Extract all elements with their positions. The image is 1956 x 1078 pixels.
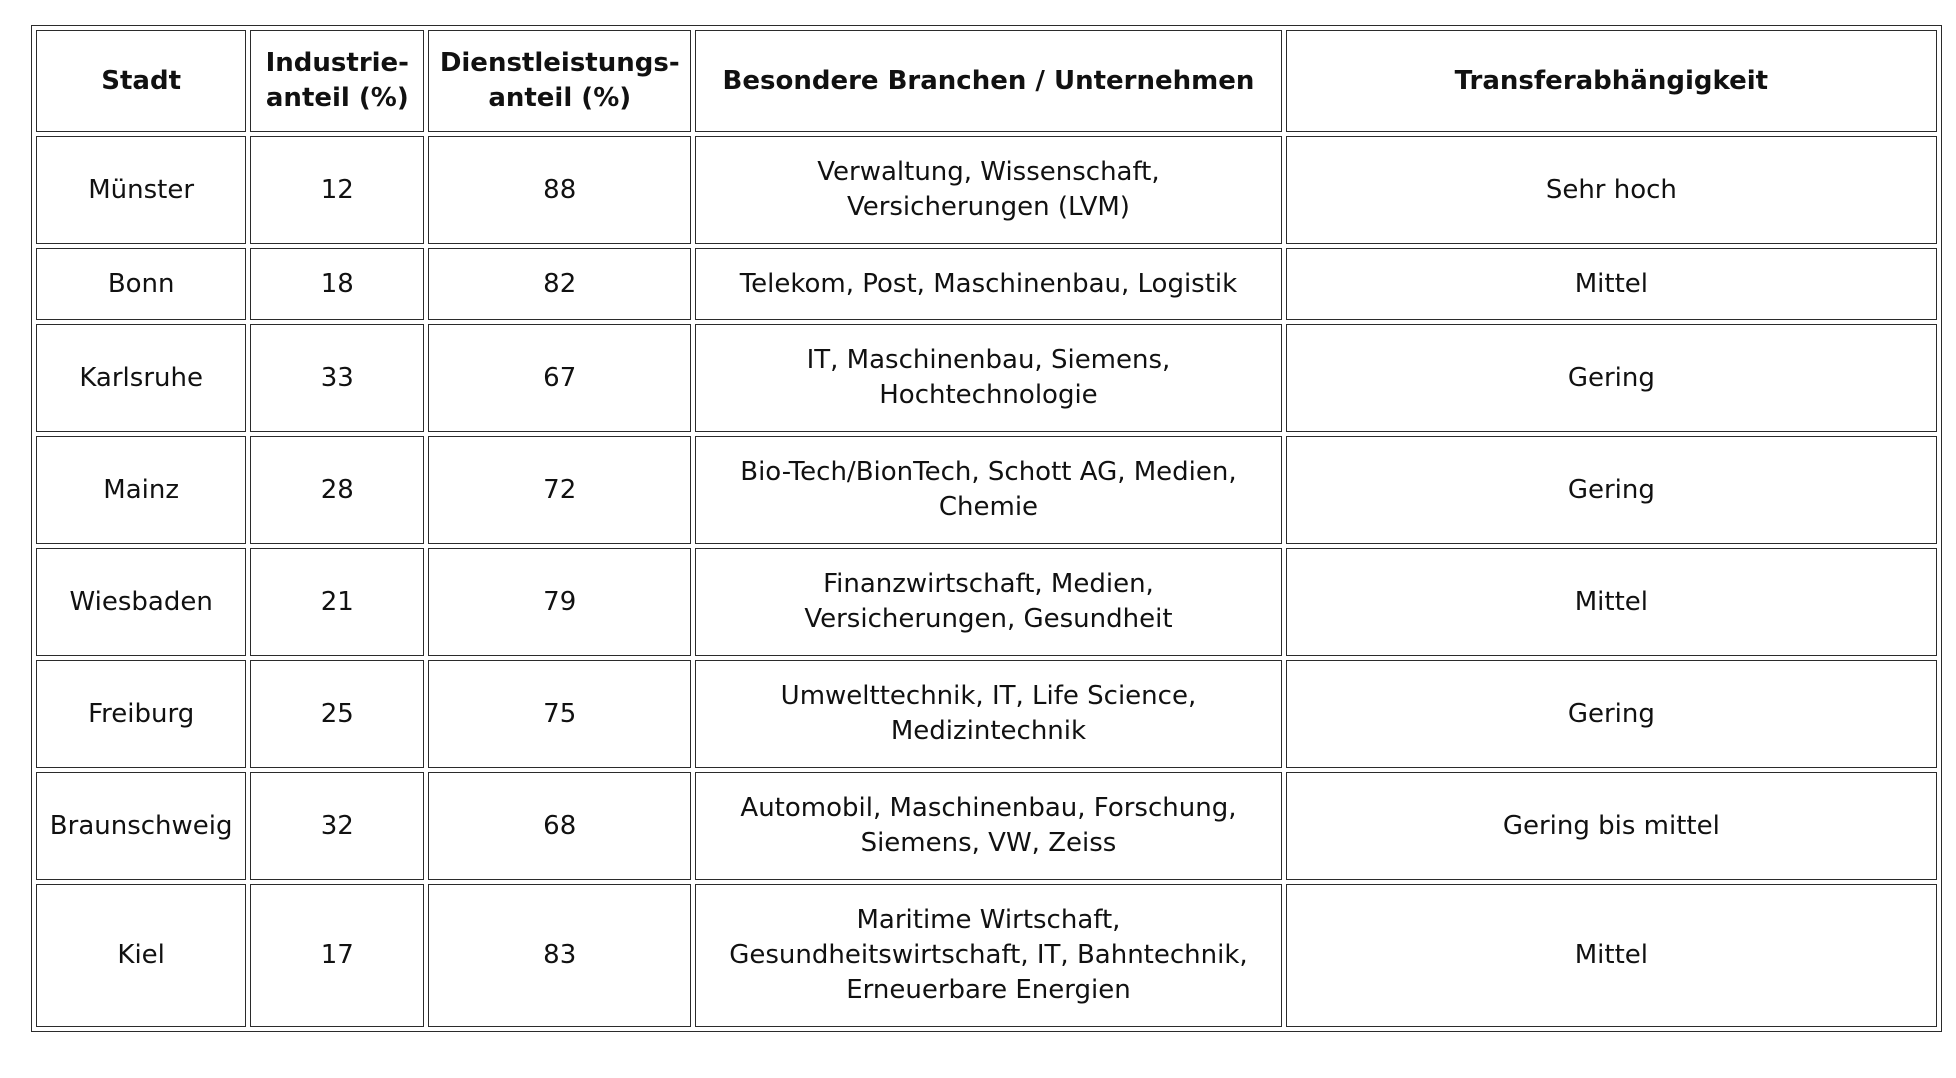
cell-transfer: Mittel bbox=[1286, 248, 1937, 320]
table-row bbox=[36, 436, 1937, 544]
cell-transfer: Mittel bbox=[1286, 884, 1937, 1027]
cell-industrie: 25 bbox=[250, 660, 424, 768]
table-row bbox=[36, 548, 1937, 656]
table-row bbox=[36, 884, 1937, 1027]
cell-transfer: Gering bis mittel bbox=[1286, 772, 1937, 880]
cell-branchen: Umwelttechnik, IT, Life Science, Medizintechnik bbox=[695, 660, 1282, 768]
header-transferabhaengigkeit: Transferabhängigkeit bbox=[1286, 30, 1937, 132]
cell-stadt: Mainz bbox=[36, 436, 246, 544]
cell-industrie: 17 bbox=[250, 884, 424, 1027]
cell-industrie: 18 bbox=[250, 248, 424, 320]
cell-transfer: Mittel bbox=[1286, 548, 1937, 656]
cell-transfer: Sehr hoch bbox=[1286, 136, 1937, 244]
cell-branchen: Maritime Wirtschaft, Gesundheitswirtschaft, IT, Bahntechnik, Erneuerbare Energien bbox=[695, 884, 1282, 1027]
cell-stadt: Münster bbox=[36, 136, 246, 244]
header-stadt: Stadt bbox=[36, 30, 246, 132]
cell-dienstleistung: 79 bbox=[428, 548, 691, 656]
cell-stadt: Karlsruhe bbox=[36, 324, 246, 432]
cell-stadt: Wiesbaden bbox=[36, 548, 246, 656]
table-row bbox=[36, 136, 1937, 244]
table-row bbox=[36, 324, 1937, 432]
cell-branchen: Finanzwirtschaft, Medien, Versicherungen, Gesundheit bbox=[695, 548, 1282, 656]
cell-industrie: 33 bbox=[250, 324, 424, 432]
cell-dienstleistung: 83 bbox=[428, 884, 691, 1027]
cell-industrie: 12 bbox=[250, 136, 424, 244]
header-industrieanteil: Industrie- anteil (%) bbox=[250, 30, 424, 132]
cell-industrie: 28 bbox=[250, 436, 424, 544]
cell-dienstleistung: 68 bbox=[428, 772, 691, 880]
cell-stadt: Freiburg bbox=[36, 660, 246, 768]
cell-industrie: 21 bbox=[250, 548, 424, 656]
table-row bbox=[36, 772, 1937, 880]
cell-dienstleistung: 67 bbox=[428, 324, 691, 432]
cell-branchen: Automobil, Maschinenbau, Forschung, Siemens, VW, Zeiss bbox=[695, 772, 1282, 880]
header-dienstleistungsanteil: Dienstleistungs- anteil (%) bbox=[428, 30, 691, 132]
cell-transfer: Gering bbox=[1286, 324, 1937, 432]
header-branchen: Besondere Branchen / Unternehmen bbox=[695, 30, 1282, 132]
cell-branchen: Verwaltung, Wissenschaft, Versicherungen (LVM) bbox=[695, 136, 1282, 244]
cell-branchen: Bio-Tech/BionTech, Schott AG, Medien, Chemie bbox=[695, 436, 1282, 544]
cell-dienstleistung: 75 bbox=[428, 660, 691, 768]
cell-transfer: Gering bbox=[1286, 660, 1937, 768]
cell-industrie: 32 bbox=[250, 772, 424, 880]
city-economy-table bbox=[31, 25, 1942, 1032]
city-economy-table-container bbox=[31, 25, 1942, 1032]
cell-dienstleistung: 82 bbox=[428, 248, 691, 320]
cell-stadt: Braunschweig bbox=[36, 772, 246, 880]
table-header-row bbox=[36, 30, 1937, 132]
cell-stadt: Bonn bbox=[36, 248, 246, 320]
table-row bbox=[36, 660, 1937, 768]
cell-dienstleistung: 72 bbox=[428, 436, 691, 544]
cell-dienstleistung: 88 bbox=[428, 136, 691, 244]
cell-stadt: Kiel bbox=[36, 884, 246, 1027]
table-row bbox=[36, 248, 1937, 320]
cell-branchen: IT, Maschinenbau, Siemens, Hochtechnologie bbox=[695, 324, 1282, 432]
cell-branchen: Telekom, Post, Maschinenbau, Logistik bbox=[695, 248, 1282, 320]
cell-transfer: Gering bbox=[1286, 436, 1937, 544]
